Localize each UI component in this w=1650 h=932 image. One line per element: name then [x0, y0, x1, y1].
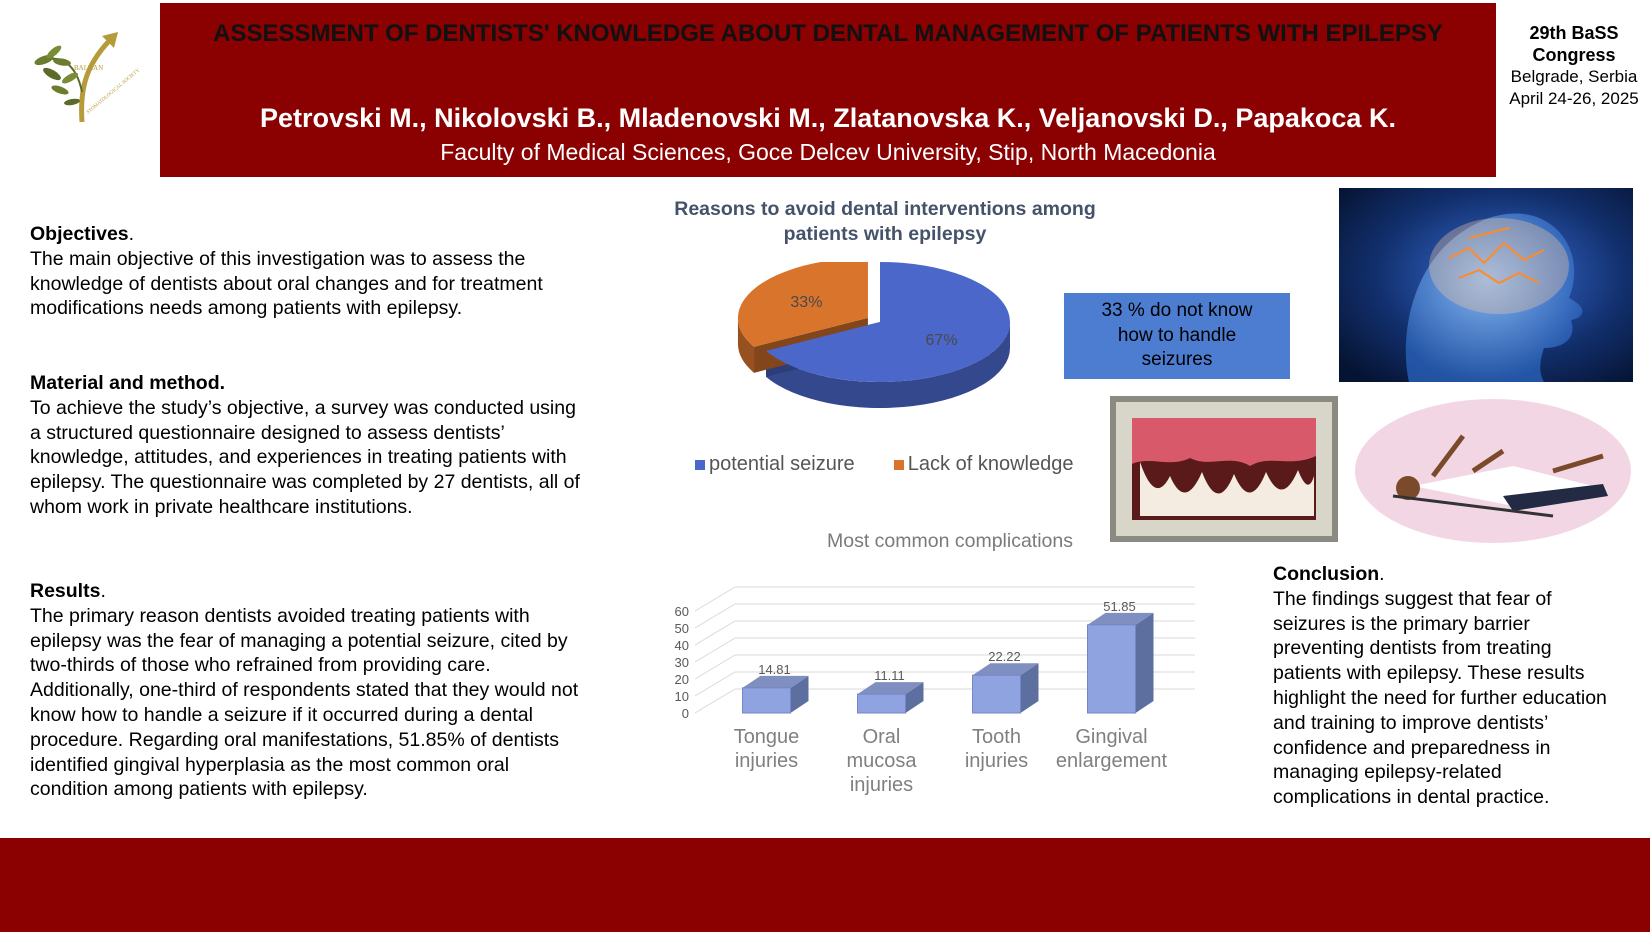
y-tick-label: 30: [674, 655, 689, 670]
seizure-illustration: [1353, 396, 1633, 546]
results-text: The primary reason dentists avoided treating patients with epilepsy was the fear of managing a potential seizure, cited by two-thirds of those who refrained from providing care. Additionally, one-third of respondents stated that they would not know how to handle a seizure if it occurred during a dental procedure. Regarding oral manifestations, 51.85% of dentists identified gingival hyperplasia as the most common oral condition among patients with epilepsy.: [30, 604, 579, 801]
header-banner: [160, 3, 1496, 177]
category-label-0: injuries: [734, 750, 799, 772]
pie-chart: [730, 262, 1030, 437]
bar-data-label-0: 14.81: [758, 661, 791, 677]
congress-info: [1500, 22, 1648, 110]
y-tick-label: 40: [674, 638, 689, 653]
conclusion-text: The findings suggest that fear of seizures is the primary barrier preventing dentists from treating patients with epilepsy. These results highlight the need for further education and training to improve dentists’ confidence and preparedness in managing epilepsy-related complications in dental practice.: [1273, 587, 1607, 809]
bar-0: [743, 676, 809, 713]
bar-data-label-2: 22.22: [988, 649, 1021, 665]
pie-data-label-0: 67%: [925, 331, 958, 349]
legend-label-knowledge: Lack of knowledge: [907, 453, 1074, 475]
footer-banner: [0, 838, 1650, 932]
objectives-section: Objectives. The main objective of this investigation was to assess the knowledge of dentists about oral changes and for treatment modifications needs among patients with epilepsy.: [30, 222, 590, 321]
conclusion-section: Conclusion. The findings suggest that fear of seizures is the primary barrier preventing dentists from treating patients with epilepsy. These results highlight the need for further education and training to improve dentists’ confidence and preparedness in managing epilepsy-related complications in dental practice.: [1273, 562, 1623, 810]
poster-title: ASSESSMENT OF DENTISTS' KNOWLEDGE ABOUT DENTAL MANAGEMENT OF PATIENTS WITH EPILEPSY: [213, 20, 1443, 47]
objectives-text: The main objective of this investigation was to assess the knowledge of dentists about oral changes and for treatment modifications needs among patients with epilepsy.: [30, 247, 543, 320]
authors: Petrovski M., Nikolovski B., Mladenovski M., Zlatanovska K., Veljanovski D., Papakoca K.: [260, 103, 1396, 133]
category-label-2: Tooth: [972, 726, 1021, 748]
legend-swatch-seizure: [695, 460, 705, 470]
legend-label-seizure: potential seizure: [709, 453, 855, 475]
gingival-hyperplasia-image: [1110, 396, 1338, 542]
legend-swatch-knowledge: [894, 460, 904, 470]
congress-name: 29th BaSS: [1529, 23, 1619, 43]
bar-chart-title: Most common complications: [827, 530, 1073, 552]
y-tick-label: 50: [674, 621, 689, 636]
category-label-0: Tongue: [733, 726, 800, 748]
bar-chart: [655, 565, 1235, 805]
bar-data-label-1: 11.11: [874, 668, 905, 684]
pie-legend: [695, 453, 1073, 476]
y-tick-label: 60: [674, 604, 689, 619]
category-label-1: Oral: [862, 726, 901, 748]
method-text: To achieve the study’s objective, a survey was conducted using a structured questionnaire designed to assess dentists’ knowledge, attitudes, and experiences in treating patients with epilepsy. The questionnaire was completed by 27 dentists, all of whom work in private healthcare institutions.: [30, 396, 580, 518]
results-section: Results. The primary reason dentists avoided treating patients with epilepsy was the fear of managing a potential seizure, cited by two-thirds of those who refrained from providing care. Additionally, one-third of respondents stated that they would not know how to handle a seizure if it occurred during a dental procedure. Regarding oral manifestations, 51.85% of dentists identified gingival hyperplasia as the most common oral condition among patients with epilepsy.: [30, 579, 590, 802]
callout-box: [1064, 293, 1290, 379]
y-tick-label: 0: [681, 706, 689, 721]
category-label-1: mucosa: [846, 750, 917, 772]
pie-data-label-1: 33%: [790, 294, 823, 312]
bar-1: [858, 682, 924, 713]
y-tick-label: 10: [674, 689, 689, 704]
logo-text-bottom: STOMATOLOGICAL SOCIETY: [86, 68, 142, 116]
pie-chart-title: Reasons to avoid dental interventions among patients with epilepsy: [674, 198, 1096, 245]
congress-label: Congress: [1532, 45, 1616, 65]
method-section: [30, 371, 590, 520]
logo-text-top: BALKAN: [74, 64, 104, 72]
y-tick-label: 20: [674, 672, 689, 687]
bar-3: [1088, 613, 1154, 713]
callout-text: 33 % do not know how to handle seizures: [1101, 300, 1253, 371]
bass-logo: [22, 22, 142, 132]
brain-image: [1339, 188, 1633, 382]
conclusion-heading: Conclusion: [1273, 563, 1380, 585]
bar-2: [973, 663, 1039, 713]
category-label-2: injuries: [964, 750, 1029, 772]
category-label-3: Gingival: [1075, 726, 1148, 748]
congress-dates: April 24-26, 2025: [1509, 89, 1639, 108]
bar-data-label-3: 51.85: [1103, 598, 1136, 614]
congress-location: Belgrade, Serbia: [1510, 67, 1638, 86]
results-heading: Results: [30, 580, 101, 602]
objectives-heading: Objectives: [30, 223, 129, 245]
category-label-1: injuries: [849, 774, 914, 796]
category-label-3: enlargement: [1055, 750, 1168, 772]
affiliation: Faculty of Medical Sciences, Goce Delcev University, Stip, North Macedonia: [440, 139, 1216, 165]
method-heading: Material and method.: [30, 372, 226, 394]
